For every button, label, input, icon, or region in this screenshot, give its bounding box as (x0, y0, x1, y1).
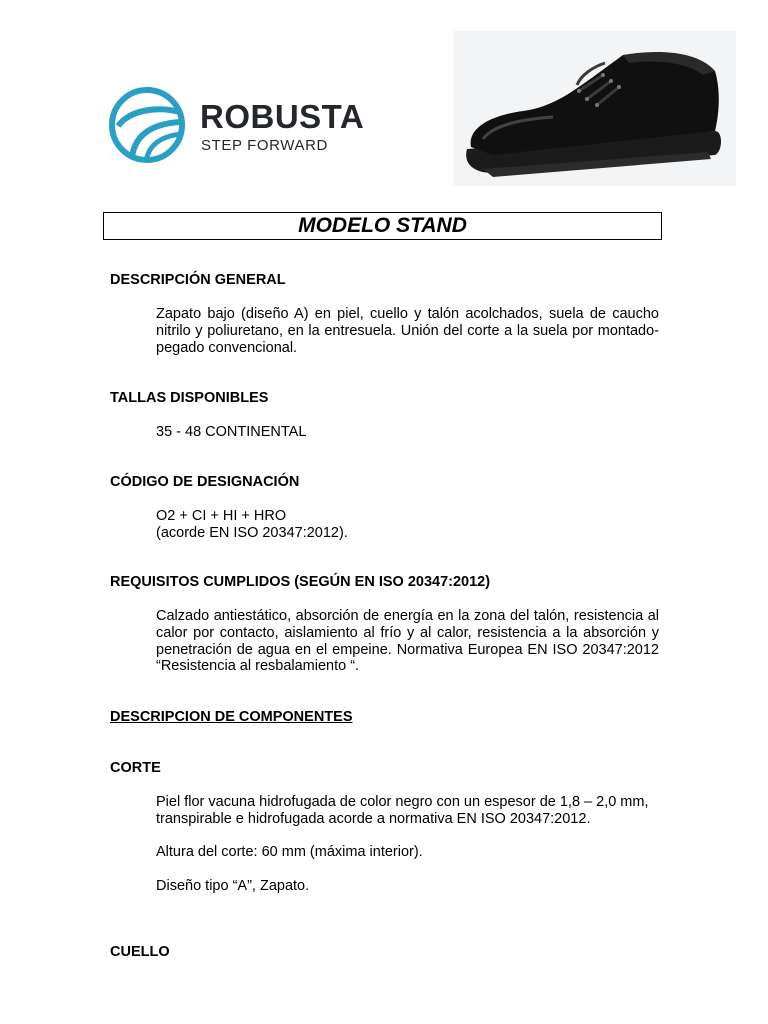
brand-name: ROBUSTA (200, 98, 365, 135)
shoe-icon (453, 31, 736, 186)
robusta-logo-icon (108, 86, 188, 164)
designation-standard: (acorde EN ISO 20347:2012). (156, 524, 348, 541)
document-title-box (103, 212, 662, 240)
sizes-text: 35 - 48 CONTINENTAL (156, 424, 307, 440)
section-heading-collar: CUELLO (110, 944, 170, 960)
upper-height-text: Altura del corte: 60 mm (máxima interior). (156, 844, 423, 860)
section-heading-upper: CORTE (110, 760, 161, 776)
section-heading-sizes: TALLAS DISPONIBLES (110, 390, 269, 406)
upper-material-text: Piel flor vacuna hidrofugada de color negro con un espesor de 1,8 – 2,0 mm, transpirable e hidrofugada acorde a normativa EN ISO 20347:2012. (156, 794, 649, 827)
upper-design-text: Diseño tipo “A”, Zapato. (156, 878, 310, 894)
designation-text (156, 508, 659, 542)
requirements-text: Calzado antiestático, absorción de energía en la zona del talón, resistencia al calor por contacto, aislamiento al frío y al calor, resistencia a la absorción y penetración de agua en el empeine. Normativa Europea EN ISO 20347:2012 “Resistencia al resbalamiento “. (156, 608, 659, 675)
brand-tagline: STEP FORWARD (201, 137, 328, 154)
document-title: MODELO STAND (298, 214, 467, 237)
designation-code: O2 + CI + HI + HRO (156, 508, 287, 524)
section-heading-general: DESCRIPCIÓN GENERAL (110, 272, 286, 288)
general-description: Zapato bajo (diseño A) en piel, cuello y talón acolchados, suela de caucho nitrilo y poliuretano, en la entresuela. Unión del corte a la suela por montado-pegado convencional. (156, 306, 659, 356)
brand-logo (108, 86, 378, 164)
product-photo (453, 31, 736, 186)
section-heading-requirements: REQUISITOS CUMPLIDOS (SEGÚN EN ISO 20347:2012) (110, 574, 491, 590)
section-heading-components: DESCRIPCION DE COMPONENTES (110, 709, 353, 725)
section-heading-designation: CÓDIGO DE DESIGNACIÓN (110, 474, 300, 490)
